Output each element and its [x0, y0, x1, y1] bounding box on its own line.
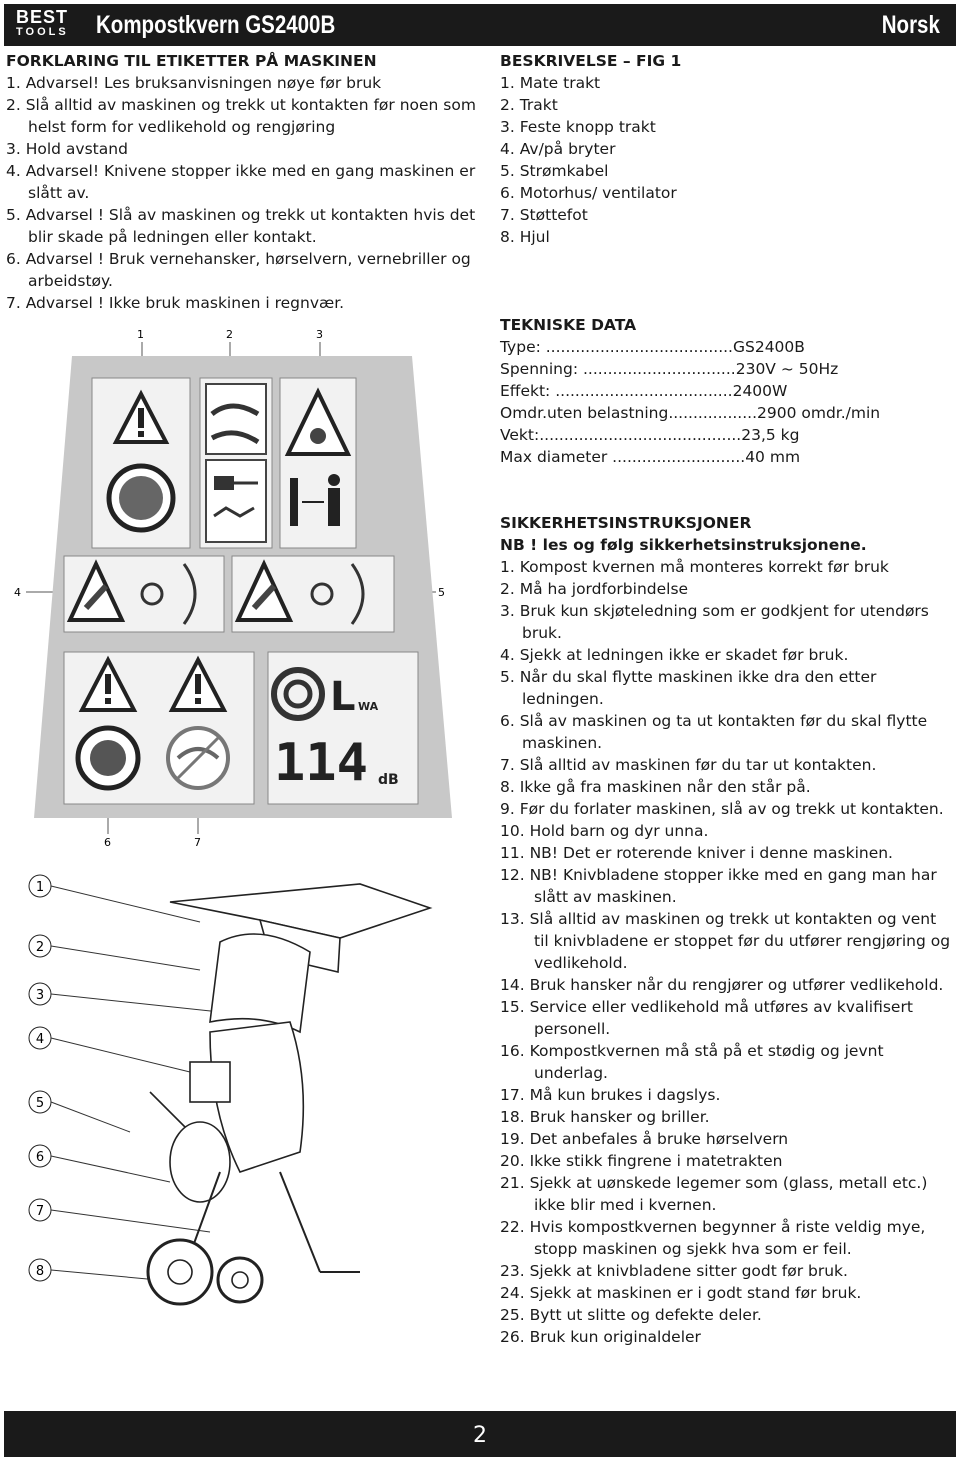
list-item: 1. Advarsel! Les bruksanvisningen nøye før bruk — [6, 74, 382, 92]
list-item: 6. Slå av maskinen og ta ut kontakten før du skal flytte maskinen. — [500, 712, 928, 752]
list-item: 2. Må ha jordforbindelse — [500, 580, 689, 598]
description-heading: BESKRIVELSE – FIG 1 — [500, 52, 682, 70]
sound-value: 114 — [274, 733, 368, 793]
list-item: 4. Sjekk at ledningen ikke er skadet før bruk. — [500, 646, 849, 664]
callout-number: 5 — [35, 1096, 45, 1111]
list-item: 5. Strømkabel — [500, 162, 609, 180]
labels-list — [6, 72, 486, 314]
list-item: 25. Bytt ut slitte og defekte deler. — [500, 1306, 762, 1324]
callout-number: 4 — [14, 586, 21, 599]
list-item: 1. Kompost kvernen må monteres korrekt før bruk — [500, 558, 889, 576]
list-item: 6. Motorhus/ ventilator — [500, 184, 677, 202]
technical-row: Vekt:.........................................23,5 kg — [500, 426, 800, 444]
callout-number: 2 — [35, 940, 45, 955]
machine-illustration — [20, 862, 450, 1312]
callout-number: 5 — [438, 586, 445, 599]
list-item: 10. Hold barn og dyr unna. — [500, 822, 709, 840]
logo-bottom-text: TOOLS — [16, 26, 69, 38]
unplug-icon — [206, 460, 266, 542]
list-item: 21. Sjekk at uønskede legemer som (glass, metall etc.) ikke blir med i kvernen. — [500, 1174, 928, 1214]
list-item: 9. Før du forlater maskinen, slå av og trekk ut kontakten. — [500, 800, 944, 818]
list-item: 17. Må kun brukes i dagslys. — [500, 1086, 721, 1104]
shredder-outline — [148, 884, 430, 1304]
list-item: 5. Advarsel ! Slå av maskinen og trekk ut kontakten hvis det blir skade på ledningen eller kontakt. — [6, 206, 476, 246]
logo-top-text: BEST — [16, 7, 69, 27]
list-item: 12. NB! Knivbladene stopper ikke med en gang man har slått av maskinen. — [500, 866, 937, 906]
page-number: 2 — [473, 1423, 487, 1448]
list-item: 7. Slå alltid av maskinen før du tar ut kontakten. — [500, 756, 877, 774]
callout-number: 3 — [316, 328, 323, 341]
list-item: 19. Det anbefales å bruke hørselvern — [500, 1130, 789, 1148]
page-header — [4, 4, 956, 46]
technical-row: Effekt: ....................................2400W — [500, 382, 788, 400]
list-item: 2. Slå alltid av maskinen og trekk ut kontakten før noen som helst form for vedlikehold og rengjøring — [6, 96, 476, 136]
list-item: 15. Service eller vedlikehold må utføres av kvalifisert personell. — [500, 998, 913, 1038]
list-item: 26. Bruk kun originaldeler — [500, 1328, 701, 1346]
description-list — [500, 72, 955, 248]
maintenance-warning-icon — [206, 384, 266, 454]
list-item: 18. Bruk hansker og briller. — [500, 1108, 710, 1126]
list-item: 23. Sjekk at knivbladene sitter godt før bruk. — [500, 1262, 848, 1280]
list-item: 3. Hold avstand — [6, 140, 128, 158]
list-item: 20. Ikke stikk fingrene i matetrakten — [500, 1152, 783, 1170]
safety-heading: SIKKERHETSINSTRUKSJONER — [500, 514, 752, 532]
right-column — [500, 50, 955, 1348]
callout-number: 7 — [194, 836, 201, 849]
list-item: 8. Hjul — [500, 228, 550, 246]
callout-number: 4 — [35, 1032, 45, 1047]
machine-drawing — [20, 862, 450, 1312]
list-item: 7. Støttefot — [500, 206, 588, 224]
sound-unit: dB — [378, 772, 399, 788]
list-item: 4. Advarsel! Knivene stopper ikke med en gang maskinen er slått av. — [6, 162, 476, 202]
list-item: 13. Slå alltid av maskinen og trekk ut kontakten og vent til knivbladene er stoppet før du utfører rengjøring og vedlikehold. — [500, 910, 951, 972]
callout-number: 1 — [35, 880, 45, 895]
callout-number: 6 — [35, 1150, 45, 1165]
list-item: 11. NB! Det er roterende kniver i denne maskinen. — [500, 844, 893, 862]
warning-label-figure — [12, 318, 474, 858]
callout-number: 6 — [104, 836, 111, 849]
list-item: 16. Kompostkvernen må stå på et stødig og jevnt underlag. — [500, 1042, 884, 1082]
list-item: 8. Ikke gå fra maskinen når den står på. — [500, 778, 811, 796]
page-footer — [4, 1408, 956, 1457]
no-rain-icon — [168, 728, 228, 788]
list-item: 5. Når du skal flytte maskinen ikke dra den etter ledningen. — [500, 668, 877, 708]
callout-number: 7 — [35, 1204, 45, 1219]
callout-number: 3 — [35, 988, 45, 1003]
protective-gear-icon — [78, 728, 138, 788]
safety-subheading: NB ! les og følg sikkerhetsinstruksjonene. — [500, 536, 867, 554]
document-title: Kompostkvern GS2400B — [96, 11, 336, 39]
technical-heading: TEKNISKE DATA — [500, 316, 637, 334]
safety-list — [500, 556, 955, 1348]
list-item: 14. Bruk hansker når du rengjører og utfører vedlikehold. — [500, 976, 944, 994]
sound-label-l: L — [330, 674, 356, 720]
language-label: Norsk — [881, 11, 940, 39]
labels-heading: FORKLARING TIL ETIKETTER PÅ MASKINEN — [6, 52, 377, 70]
warning-label-illustration — [12, 318, 474, 858]
list-item: 2. Trakt — [500, 96, 558, 114]
list-item: 3. Bruk kun skjøteledning som er godkjent for utendørs bruk. — [500, 602, 929, 642]
sound-label-wa: WA — [358, 700, 379, 713]
list-item: 22. Hvis kompostkvernen begynner å riste veldig mye, stopp maskinen og sjekk hva som er feil. — [500, 1218, 926, 1258]
list-item: 4. Av/på bryter — [500, 140, 616, 158]
list-item: 3. Feste knopp trakt — [500, 118, 656, 136]
technical-row: Omdr.uten belastning..................2900 omdr./min — [500, 404, 881, 422]
callout-number: 1 — [137, 328, 144, 341]
technical-row: Spenning: ...............................230V ~ 50Hz — [500, 360, 839, 378]
labels-section — [6, 50, 486, 314]
callout-number: 2 — [226, 328, 233, 341]
technical-data — [500, 336, 955, 468]
list-item: 6. Advarsel ! Bruk vernehansker, hørselvern, vernebriller og arbeidstøy. — [6, 250, 471, 290]
list-item: 24. Sjekk at maskinen er i godt stand før bruk. — [500, 1284, 862, 1302]
list-item: 7. Advarsel ! Ikke bruk maskinen i regnvær. — [6, 294, 345, 312]
list-item: 1. Mate trakt — [500, 74, 601, 92]
technical-row: Max diameter ...........................40 mm — [500, 448, 801, 466]
read-manual-icon — [109, 466, 173, 530]
technical-row: Type: ......................................GS2400B — [500, 338, 805, 356]
callout-number: 8 — [35, 1264, 45, 1279]
best-tools-logo — [16, 8, 86, 42]
